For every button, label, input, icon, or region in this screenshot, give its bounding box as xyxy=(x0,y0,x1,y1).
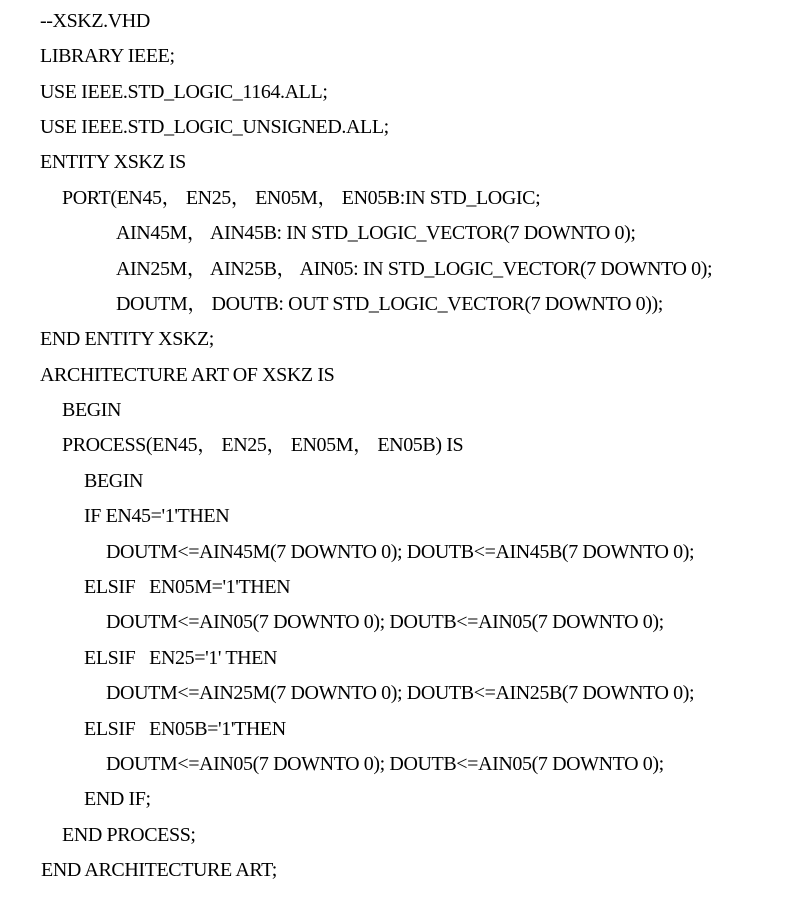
code-line-process-start: PROCESS(EN45， EN25， EN05M， EN05B) IS xyxy=(62,434,464,456)
code-line-architecture-begin: BEGIN xyxy=(62,399,122,421)
code-line-port-enables: PORT(EN45， EN25， EN05M， EN05B:IN STD_LOGIC; xyxy=(62,187,541,209)
code-line-process-begin: BEGIN xyxy=(84,470,144,492)
code-line-if-en45: IF EN45='1'THEN xyxy=(84,505,230,527)
code-line-assign-ain05-first: DOUTM<=AIN05(7 DOWNTO 0); DOUTB<=AIN05(7 DOWNTO 0); xyxy=(106,611,664,633)
code-line-elsif-en05b: ELSIF EN05B='1'THEN xyxy=(84,718,286,740)
code-line-entity-end: END ENTITY XSKZ; xyxy=(40,328,214,350)
code-line-port-ain45: AIN45M， AIN45B: IN STD_LOGIC_VECTOR(7 DOWNTO 0); xyxy=(116,222,636,244)
code-line-file-comment: --XSKZ.VHD xyxy=(40,10,150,32)
code-line-port-ain25-ain05: AIN25M， AIN25B， AIN05: IN STD_LOGIC_VECTOR(7 DOWNTO 0); xyxy=(116,258,713,280)
code-line-architecture-start: ARCHITECTURE ART OF XSKZ IS xyxy=(40,364,335,386)
code-line-elsif-en25: ELSIF EN25='1' THEN xyxy=(84,647,278,669)
code-line-use-std-logic-1164: USE IEEE.STD_LOGIC_1164.ALL; xyxy=(40,81,328,103)
code-line-assign-ain45: DOUTM<=AIN45M(7 DOWNTO 0); DOUTB<=AIN45B(7 DOWNTO 0); xyxy=(106,541,695,563)
code-line-elsif-en05m: ELSIF EN05M='1'THEN xyxy=(84,576,291,598)
code-line-assign-ain25: DOUTM<=AIN25M(7 DOWNTO 0); DOUTB<=AIN25B(7 DOWNTO 0); xyxy=(106,682,695,704)
code-line-end-architecture: END ARCHITECTURE ART; xyxy=(41,859,277,881)
code-line-port-outputs: DOUTM， DOUTB: OUT STD_LOGIC_VECTOR(7 DOWNTO 0)); xyxy=(116,293,663,315)
code-line-assign-ain05-second: DOUTM<=AIN05(7 DOWNTO 0); DOUTB<=AIN05(7 DOWNTO 0); xyxy=(106,753,664,775)
code-line-library: LIBRARY IEEE; xyxy=(40,45,175,67)
code-line-end-process: END PROCESS; xyxy=(62,824,196,846)
code-line-end-if: END IF; xyxy=(84,788,151,810)
code-line-use-std-logic-unsigned: USE IEEE.STD_LOGIC_UNSIGNED.ALL; xyxy=(40,116,389,138)
code-line-entity-start: ENTITY XSKZ IS xyxy=(40,151,186,173)
